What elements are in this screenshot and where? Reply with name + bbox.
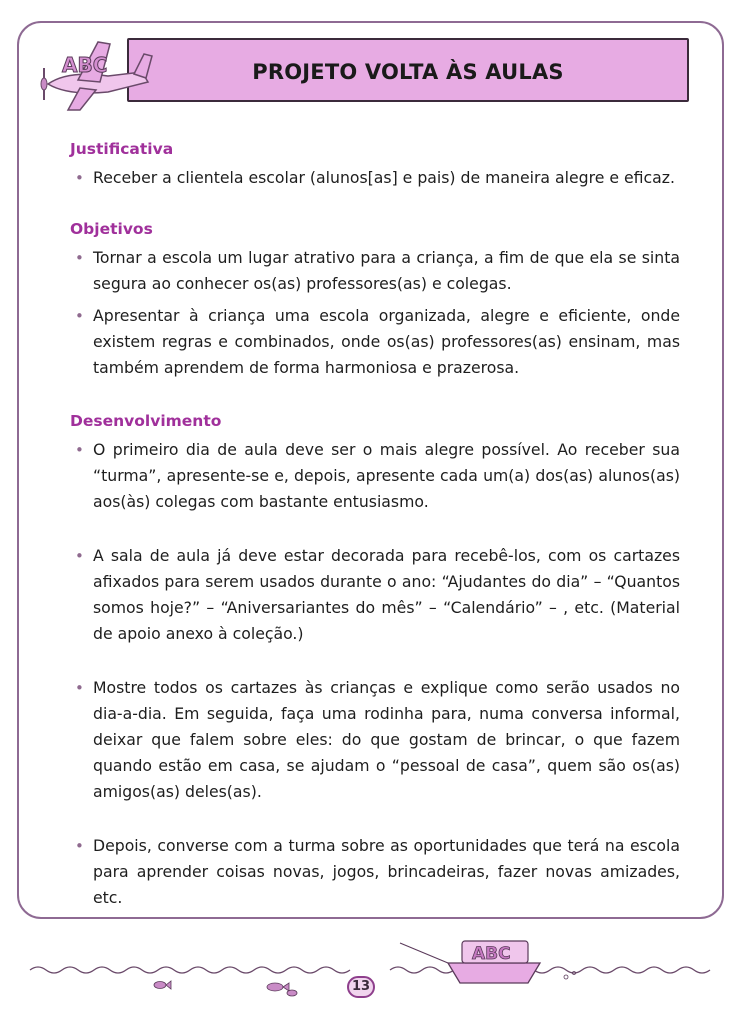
page-number: 13: [347, 976, 375, 998]
section-title: Justificativa: [70, 140, 174, 158]
title-banner: [127, 38, 689, 102]
list-item: • Mostre todos os cartazes às crianças e explique como serão usados no dia-a-dia. Em seguida, faça uma rodinha para, numa conversa informal, deixar que falem sobre eles: do que gostam de brincar, o que fazem quando estão em casa, se ajudam o “pessoal de casa”, quem são os(as) amigos(as) deles(as).: [70, 675, 680, 805]
bullet-list: [70, 245, 680, 381]
section-title: Objetivos: [70, 220, 153, 238]
bullet-list: [70, 437, 680, 911]
abc-boat-icon: [400, 941, 540, 983]
bullet-list: [70, 165, 680, 191]
list-item: • Receber a clientela escolar (alunos[as] e pais) de maneira alegre e eficaz.: [70, 165, 680, 191]
list-item: • Apresentar à criança uma escola organizada, alegre e eficiente, onde existem regras e combinados, onde os(as) professores(as) ensinam, mas também aprendem de forma harmoniosa e prazerosa.: [70, 303, 680, 381]
fish-icon: [267, 983, 297, 996]
list-item: • O primeiro dia de aula deve ser o mais alegre possível. Ao receber sua “turma”, apresente-se e, depois, apresente cada um(a) dos(as) alunos(as) aos(às) colegas com bastante entusiasmo.: [70, 437, 680, 515]
abc-airplane-icon: [38, 32, 158, 116]
wave-decoration: [0, 935, 752, 1015]
fish-icon: [154, 981, 171, 989]
section-title: Desenvolvimento: [70, 412, 222, 430]
plane-lettering: ABC: [62, 53, 108, 77]
section-objetivos: [70, 216, 680, 381]
section-desenvolvimento: [70, 408, 680, 911]
boat-lettering: ABC: [472, 944, 511, 964]
section-justificativa: [70, 136, 680, 191]
list-item: • A sala de aula já deve estar decorada para recebê-los, com os cartazes afixados para serem usados durante o ano: “Ajudantes do dia” – “Quantos somos hoje?” – “Aniversariantes do mês” – “Calendário” – , etc. (Material de apoio anexo à coleção.): [70, 543, 680, 647]
list-item: • Depois, converse com a turma sobre as oportunidades que terá na escola para aprender coisas novas, jogos, brincadeiras, fazer novas amizades, etc.: [70, 833, 680, 911]
page-title: PROJETO VOLTA ÀS AULAS: [252, 60, 564, 84]
list-item: • Tornar a escola um lugar atrativo para a criança, a fim de que ela se sinta segura ao conhecer os(as) professores(as) e colegas.: [70, 245, 680, 297]
